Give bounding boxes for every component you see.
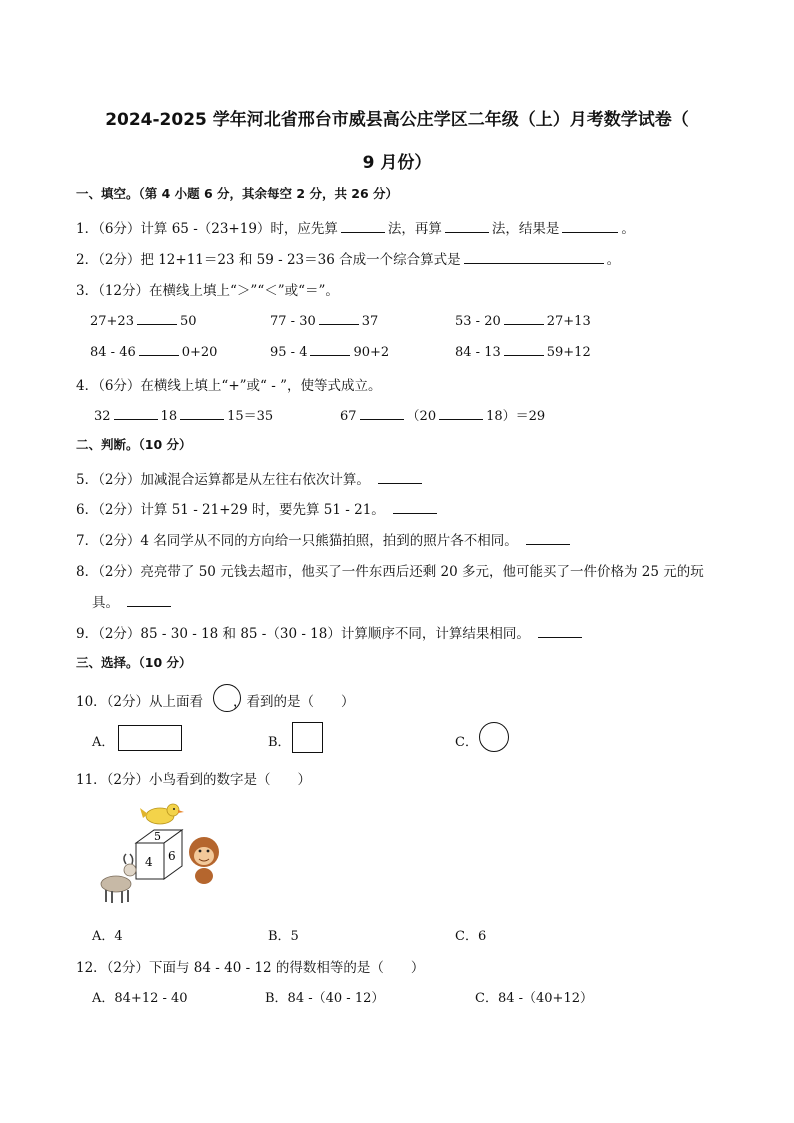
section-heading-judge: 二、判断。（10 分） <box>76 437 192 452</box>
rectangle-shape <box>118 725 182 751</box>
page-title-line1: 2024-2025 学年河北省邢台市威县高公庄学区二年级（上）月考数学试卷（ <box>105 110 689 130</box>
section-heading-choice: 三、选择。（10 分） <box>76 655 192 670</box>
answer-blank[interactable] <box>360 406 404 420</box>
answer-blank[interactable] <box>139 342 179 356</box>
answer-blank[interactable] <box>504 311 544 325</box>
option-b[interactable]: B． <box>268 735 291 750</box>
question-8: 8．（2分）亮亮带了 50 元钱去超市，他买了一件东西后还剩 20 多元，他可能买了一件价格为 25 元的玩 <box>76 564 704 580</box>
question-10: 10．（2分）从上面看 ，看到的是（ ） <box>76 694 355 710</box>
compare-item: 77 - 30 37 <box>270 311 378 329</box>
equation-1: 32 18 15＝35 <box>94 405 273 424</box>
question-3-stem: 3．（12分）在横线上填上“＞”“＜”或“＝”。 <box>76 283 339 299</box>
compare-item: 53 - 20 27+13 <box>455 311 591 329</box>
option-c[interactable]: C．6 <box>455 929 487 944</box>
circle-shape <box>479 722 509 752</box>
cylinder-top-icon <box>213 684 241 712</box>
cube-face-side: 6 <box>168 849 176 863</box>
question-11-stem: 11．（2分）小鸟看到的数字是（ ） <box>76 772 312 788</box>
answer-blank[interactable] <box>562 219 618 233</box>
compare-item: 84 - 13 59+12 <box>455 342 591 360</box>
answer-blank[interactable] <box>310 342 350 356</box>
question-4-stem: 4．（6分）在横线上填上“+”或“ - ”，使等式成立。 <box>76 378 382 394</box>
cube-face-front: 4 <box>145 855 153 869</box>
cube-animals-illustration <box>96 796 232 908</box>
square-shape <box>292 722 323 753</box>
equation-2: 67 （20 18）＝29 <box>340 405 545 424</box>
compare-item: 95 - 4 90+2 <box>270 342 389 360</box>
answer-blank[interactable] <box>445 219 489 233</box>
question-9: 9．（2分）85 - 30 - 18 和 85 -（30 - 18）计算顺序不同，计算结果相同。 <box>76 622 585 642</box>
bird-icon <box>140 804 184 824</box>
question-2: 2．（2分）把 12+11＝23 和 59 - 23＝36 合成一个综合算式是 。 <box>76 252 621 268</box>
answer-blank[interactable] <box>464 250 604 264</box>
option-c[interactable]: C． <box>455 735 478 750</box>
answer-blank[interactable] <box>378 470 422 484</box>
question-8-cont: 具。 <box>92 591 174 611</box>
option-b[interactable]: B．5 <box>268 929 299 944</box>
option-a[interactable]: A．84+12 - 40 <box>92 991 188 1006</box>
question-5: 5．（2分）加减混合运算都是从左往右依次计算。 <box>76 468 425 488</box>
answer-blank[interactable] <box>439 406 483 420</box>
compare-item: 84 - 46 0+20 <box>90 342 217 360</box>
option-b[interactable]: B．84 -（40 - 12） <box>265 991 385 1006</box>
question-7: 7．（2分）4 名同学从不同的方向给一只熊猫拍照，拍到的照片各不相同。 <box>76 529 573 549</box>
answer-blank[interactable] <box>127 593 171 607</box>
option-a[interactable]: A． <box>92 735 115 750</box>
monkey-icon <box>189 837 219 884</box>
answer-blank[interactable] <box>137 311 177 325</box>
question-1: 1．（6分）计算 65 -（23+19）时，应先算 法，再算 法，结果是 。 <box>76 221 635 237</box>
cube-face-top: 5 <box>154 830 161 843</box>
answer-blank[interactable] <box>180 406 224 420</box>
answer-blank[interactable] <box>504 342 544 356</box>
question-12-stem: 12．（2分）下面与 84 - 40 - 12 的得数相等的是（ ） <box>76 960 425 976</box>
answer-blank[interactable] <box>538 624 582 638</box>
answer-blank[interactable] <box>114 406 158 420</box>
option-a[interactable]: A．4 <box>92 929 123 944</box>
answer-blank[interactable] <box>341 219 385 233</box>
answer-blank[interactable] <box>393 500 437 514</box>
section-heading-fill-in: 一、填空。（第 4 小题 6 分，其余每空 2 分，共 26 分） <box>76 186 399 201</box>
goat-icon <box>101 854 136 903</box>
compare-item: 27+23 50 <box>90 311 197 329</box>
answer-blank[interactable] <box>319 311 359 325</box>
answer-blank[interactable] <box>526 531 570 545</box>
question-6: 6．（2分）计算 51 - 21+29 时，要先算 51 - 21。 <box>76 498 440 518</box>
page-title-line2: 9 月份） <box>362 153 432 173</box>
option-c[interactable]: C．84 -（40+12） <box>475 991 593 1006</box>
